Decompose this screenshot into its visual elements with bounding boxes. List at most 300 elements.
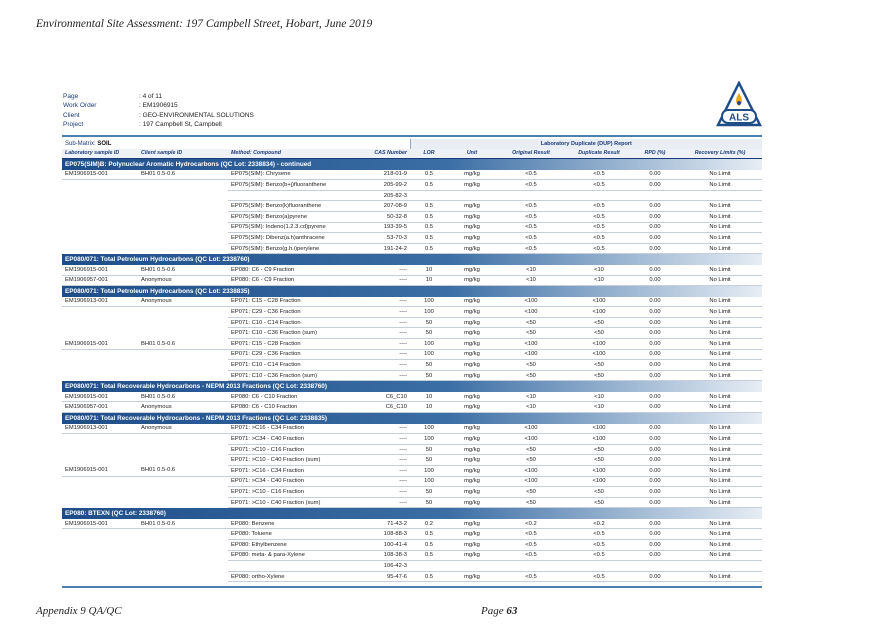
submatrix-value: SOIL xyxy=(97,140,112,147)
cell-unit: mg/kg xyxy=(448,317,496,328)
cell-rpd: 0.00 xyxy=(632,434,678,445)
cell-duplicate-result xyxy=(566,561,632,572)
table-row xyxy=(62,275,762,286)
cell-duplicate-result: <100 xyxy=(566,476,632,487)
section-title: EP075(SIM)B: Polynuclear Aromatic Hydrocarbons (QC Lot: 2338834) - continued xyxy=(62,159,762,170)
cell-rpd: 0.00 xyxy=(632,222,678,233)
cell-client-sample-id xyxy=(138,222,228,233)
cell-rpd: 0.00 xyxy=(632,233,678,244)
table-row xyxy=(62,497,762,508)
cell-client-sample-id xyxy=(138,540,228,551)
table-row xyxy=(62,487,762,498)
cell-rpd: 0.00 xyxy=(632,317,678,328)
cell-duplicate-result: <0.2 xyxy=(566,519,632,529)
cell-lab-sample-id xyxy=(62,212,138,223)
cell-unit: mg/kg xyxy=(448,275,496,286)
cell-cas-number: ---- xyxy=(340,317,410,328)
cell-lor xyxy=(410,190,448,201)
cell-recovery-limit: No Limit xyxy=(678,476,762,487)
cell-recovery-limit: No Limit xyxy=(678,455,762,466)
cell-rpd: 0.00 xyxy=(632,465,678,476)
cell-duplicate-result: <0.5 xyxy=(566,222,632,233)
cell-cas-number: 50-32-8 xyxy=(340,212,410,223)
cell-duplicate-result xyxy=(566,190,632,201)
cell-unit: mg/kg xyxy=(448,444,496,455)
cell-recovery-limit: No Limit xyxy=(678,370,762,381)
column-header-row xyxy=(62,149,762,159)
cell-client-sample-id xyxy=(138,487,228,498)
info-row-client xyxy=(63,111,254,120)
cell-lor: 10 xyxy=(410,275,448,286)
cell-lab-sample-id xyxy=(62,561,138,572)
cell-cas-number: C6_C10 xyxy=(340,402,410,413)
cell-lab-sample-id: EM1906957-001 xyxy=(62,402,138,413)
cell-rpd: 0.00 xyxy=(632,370,678,381)
cell-rpd: 0.00 xyxy=(632,170,678,180)
cell-recovery-limit: No Limit xyxy=(678,540,762,551)
cell-lor: 0.5 xyxy=(410,243,448,254)
cell-rpd: 0.00 xyxy=(632,571,678,582)
cell-cas-number: ---- xyxy=(340,455,410,466)
cell-unit: mg/kg xyxy=(448,212,496,223)
cell-client-sample-id xyxy=(138,328,228,339)
cell-cas-number: ---- xyxy=(340,339,410,350)
info-value: : 4 of 11 xyxy=(139,93,163,100)
cell-rpd: 0.00 xyxy=(632,265,678,275)
section-title: EP080/071: Total Recoverable Hydrocarbons - NEPM 2013 Fractions (QC Lot: 2338835) xyxy=(62,413,762,424)
cell-lab-sample-id xyxy=(62,317,138,328)
cell-lor: 100 xyxy=(410,465,448,476)
cell-recovery-limit: No Limit xyxy=(678,434,762,445)
cell-compound: EP071: C10 - C14 Fraction xyxy=(228,360,340,371)
table-row xyxy=(62,476,762,487)
table-row xyxy=(62,402,762,413)
table-row xyxy=(62,434,762,445)
cell-recovery-limit: No Limit xyxy=(678,424,762,434)
table-row xyxy=(62,370,762,381)
table-row xyxy=(62,201,762,212)
cell-compound xyxy=(228,561,340,572)
cell-duplicate-result: <10 xyxy=(566,275,632,286)
col-header-rpd: RPD (%) xyxy=(632,149,678,159)
section-header-row xyxy=(62,413,762,424)
cell-cas-number: 193-39-5 xyxy=(340,222,410,233)
cell-compound: EP071: >C10 - C40 Fraction (sum) xyxy=(228,497,340,508)
cell-original-result: <0.5 xyxy=(496,571,566,582)
cell-unit: mg/kg xyxy=(448,349,496,360)
cell-compound: EP075(SIM): Benzo(b+j)fluoranthene xyxy=(228,180,340,191)
cell-lab-sample-id xyxy=(62,349,138,360)
cell-recovery-limit: No Limit xyxy=(678,392,762,402)
cell-client-sample-id xyxy=(138,497,228,508)
cell-cas-number: 205-82-3 xyxy=(340,190,410,201)
table-row xyxy=(62,529,762,540)
cell-recovery-limit: No Limit xyxy=(678,297,762,307)
cell-unit: mg/kg xyxy=(448,476,496,487)
cell-original-result: <0.5 xyxy=(496,180,566,191)
section-header-row xyxy=(62,381,762,392)
cell-recovery-limit xyxy=(678,190,762,201)
col-header-client-sample-id: Client sample ID xyxy=(138,149,228,159)
cell-lab-sample-id xyxy=(62,444,138,455)
table-row xyxy=(62,349,762,360)
cell-original-result: <50 xyxy=(496,444,566,455)
cell-unit: mg/kg xyxy=(448,571,496,582)
cell-lab-sample-id xyxy=(62,540,138,551)
info-value: : GEO-ENVIRONMENTAL SOLUTIONS xyxy=(139,111,254,119)
cell-cas-number: ---- xyxy=(340,434,410,445)
table-row xyxy=(62,360,762,371)
cell-client-sample-id xyxy=(138,349,228,360)
info-value: : EM1906915 xyxy=(139,102,178,110)
cell-lab-sample-id xyxy=(62,550,138,561)
cell-original-result: <0.5 xyxy=(496,540,566,551)
cell-cas-number: 205-99-2 xyxy=(340,180,410,191)
cell-lor: 0.5 xyxy=(410,529,448,540)
als-logo xyxy=(716,81,762,131)
cell-recovery-limit: No Limit xyxy=(678,265,762,275)
cell-cas-number: ---- xyxy=(340,349,410,360)
cell-compound: EP080: C6 - C10 Fraction xyxy=(228,392,340,402)
cell-original-result: <10 xyxy=(496,402,566,413)
cell-recovery-limit: No Limit xyxy=(678,212,762,223)
cell-lab-sample-id: EM1906915-001 xyxy=(62,170,138,180)
cell-rpd: 0.00 xyxy=(632,349,678,360)
cell-lor: 0.5 xyxy=(410,170,448,180)
cell-rpd: 0.00 xyxy=(632,392,678,402)
cell-unit: mg/kg xyxy=(448,297,496,307)
col-header-unit: Unit xyxy=(448,149,496,159)
cell-lor: 0.5 xyxy=(410,233,448,244)
cell-lab-sample-id xyxy=(62,455,138,466)
table-row xyxy=(62,444,762,455)
cell-cas-number: ---- xyxy=(340,328,410,339)
cell-cas-number: 207-08-9 xyxy=(340,201,410,212)
cell-original-result xyxy=(496,190,566,201)
cell-recovery-limit: No Limit xyxy=(678,550,762,561)
cell-unit: mg/kg xyxy=(448,233,496,244)
cell-client-sample-id: BH01 0.5-0.6 xyxy=(138,392,228,402)
cell-original-result: <0.5 xyxy=(496,243,566,254)
cell-compound: EP071: C15 - C28 Fraction xyxy=(228,339,340,350)
cell-rpd xyxy=(632,561,678,572)
cell-client-sample-id: BH01 0.5-0.6 xyxy=(138,465,228,476)
cell-cas-number: ---- xyxy=(340,297,410,307)
cell-compound: EP071: C10 - C36 Fraction (sum) xyxy=(228,370,340,381)
cell-unit: mg/kg xyxy=(448,529,496,540)
logo-text: ALS xyxy=(729,112,749,124)
cell-duplicate-result: <100 xyxy=(566,307,632,318)
cell-cas-number: 100-41-4 xyxy=(340,540,410,551)
cell-unit: mg/kg xyxy=(448,339,496,350)
cell-compound: EP071: >C16 - C34 Fraction xyxy=(228,424,340,434)
section-title: EP080: BTEXN (QC Lot: 2338760) xyxy=(62,508,762,519)
cell-recovery-limit: No Limit xyxy=(678,571,762,582)
cell-unit: mg/kg xyxy=(448,519,496,529)
col-header-lor: LOR xyxy=(410,149,448,159)
cell-duplicate-result: <0.5 xyxy=(566,201,632,212)
cell-cas-number: ---- xyxy=(340,465,410,476)
cell-client-sample-id xyxy=(138,190,228,201)
table-row xyxy=(62,455,762,466)
cell-duplicate-result: <50 xyxy=(566,370,632,381)
cell-lor: 0.5 xyxy=(410,550,448,561)
table-row xyxy=(62,170,762,180)
report-body xyxy=(62,159,762,582)
table-row xyxy=(62,317,762,328)
cell-recovery-limit: No Limit xyxy=(678,307,762,318)
cell-client-sample-id: BH01 0.5-0.6 xyxy=(138,339,228,350)
cell-client-sample-id xyxy=(138,561,228,572)
cell-duplicate-result: <10 xyxy=(566,402,632,413)
cell-compound: EP080: Ethylbenzene xyxy=(228,540,340,551)
cell-unit: mg/kg xyxy=(448,487,496,498)
cell-rpd: 0.00 xyxy=(632,550,678,561)
cell-lor: 0.5 xyxy=(410,571,448,582)
cell-unit: mg/kg xyxy=(448,465,496,476)
cell-lor: 0.5 xyxy=(410,180,448,191)
cell-duplicate-result: <100 xyxy=(566,339,632,350)
cell-original-result: <50 xyxy=(496,317,566,328)
cell-lor: 100 xyxy=(410,349,448,360)
cell-lab-sample-id: EM1906915-001 xyxy=(62,465,138,476)
section-title: EP080/071: Total Recoverable Hydrocarbons - NEPM 2013 Fractions (QC Lot: 2338760) xyxy=(62,381,762,392)
col-header-method-compound: Method: Compound xyxy=(228,149,340,159)
cell-original-result: <10 xyxy=(496,275,566,286)
cell-cas-number: ---- xyxy=(340,487,410,498)
cell-lab-sample-id: EM1906913-001 xyxy=(62,424,138,434)
cell-unit: mg/kg xyxy=(448,307,496,318)
cell-unit: mg/kg xyxy=(448,170,496,180)
cell-client-sample-id xyxy=(138,243,228,254)
cell-client-sample-id xyxy=(138,370,228,381)
cell-compound: EP080: C6 - C10 Fraction xyxy=(228,402,340,413)
cell-compound: EP080: Benzene xyxy=(228,519,340,529)
table-row xyxy=(62,233,762,244)
cell-lab-sample-id: EM1906957-001 xyxy=(62,275,138,286)
cell-client-sample-id: Anonymous xyxy=(138,297,228,307)
report-info-block xyxy=(63,92,254,130)
cell-cas-number: 106-42-3 xyxy=(340,561,410,572)
cell-cas-number: 108-38-3 xyxy=(340,550,410,561)
cell-original-result: <50 xyxy=(496,360,566,371)
cell-client-sample-id: Anonymous xyxy=(138,424,228,434)
cell-duplicate-result: <50 xyxy=(566,487,632,498)
cell-client-sample-id xyxy=(138,212,228,223)
cell-original-result: <50 xyxy=(496,497,566,508)
cell-duplicate-result: <0.5 xyxy=(566,170,632,180)
cell-lab-sample-id xyxy=(62,370,138,381)
cell-original-result: <0.5 xyxy=(496,233,566,244)
table-row xyxy=(62,540,762,551)
cell-compound: EP080: C6 - C9 Fraction xyxy=(228,265,340,275)
table-row xyxy=(62,307,762,318)
cell-recovery-limit: No Limit xyxy=(678,402,762,413)
cell-rpd: 0.00 xyxy=(632,497,678,508)
cell-client-sample-id xyxy=(138,476,228,487)
cell-original-result: <0.5 xyxy=(496,201,566,212)
col-header-duplicate-result: Duplicate Result xyxy=(566,149,632,159)
cell-cas-number: ---- xyxy=(340,424,410,434)
submatrix-label: Sub-Matrix: xyxy=(65,140,96,147)
cell-lor: 50 xyxy=(410,370,448,381)
cell-lor: 0.5 xyxy=(410,212,448,223)
table-row xyxy=(62,243,762,254)
cell-rpd: 0.00 xyxy=(632,339,678,350)
cell-rpd: 0.00 xyxy=(632,328,678,339)
cell-cas-number: ---- xyxy=(340,360,410,371)
footer-page-label: Page xyxy=(481,605,504,617)
cell-compound: EP075(SIM): Benzo(k)fluoranthene xyxy=(228,201,340,212)
cell-lor: 100 xyxy=(410,424,448,434)
cell-rpd: 0.00 xyxy=(632,212,678,223)
cell-original-result xyxy=(496,561,566,572)
table-row xyxy=(62,265,762,275)
table-row xyxy=(62,561,762,572)
cell-recovery-limit: No Limit xyxy=(678,349,762,360)
footer-page xyxy=(481,605,517,617)
col-header-original-result: Original Result xyxy=(496,149,566,159)
cell-lab-sample-id: EM1906915-001 xyxy=(62,392,138,402)
cell-original-result: <100 xyxy=(496,297,566,307)
cell-client-sample-id xyxy=(138,233,228,244)
cell-lor: 0.5 xyxy=(410,540,448,551)
cell-lab-sample-id xyxy=(62,190,138,201)
cell-compound: EP071: C10 - C36 Fraction (sum) xyxy=(228,328,340,339)
cell-lab-sample-id: EM1906915-001 xyxy=(62,339,138,350)
cell-client-sample-id: Anonymous xyxy=(138,402,228,413)
cell-lab-sample-id xyxy=(62,180,138,191)
cell-recovery-limit: No Limit xyxy=(678,243,762,254)
cell-compound: EP071: C29 - C36 Fraction xyxy=(228,307,340,318)
cell-rpd: 0.00 xyxy=(632,243,678,254)
cell-recovery-limit: No Limit xyxy=(678,339,762,350)
cell-lor: 50 xyxy=(410,317,448,328)
cell-lab-sample-id xyxy=(62,307,138,318)
cell-compound: EP071: >C34 - C40 Fraction xyxy=(228,434,340,445)
cell-rpd: 0.00 xyxy=(632,540,678,551)
cell-compound xyxy=(228,190,340,201)
cell-duplicate-result: <50 xyxy=(566,317,632,328)
cell-compound: EP075(SIM): Benzo(a)pyrene xyxy=(228,212,340,223)
info-row-page xyxy=(63,92,254,101)
cell-lor: 10 xyxy=(410,402,448,413)
cell-recovery-limit: No Limit xyxy=(678,519,762,529)
cell-rpd: 0.00 xyxy=(632,360,678,371)
info-label: Project xyxy=(63,121,84,129)
cell-client-sample-id xyxy=(138,529,228,540)
cell-client-sample-id xyxy=(138,455,228,466)
col-header-cas-number: CAS Number xyxy=(340,149,410,159)
cell-unit: mg/kg xyxy=(448,402,496,413)
cell-duplicate-result: <100 xyxy=(566,465,632,476)
cell-unit: mg/kg xyxy=(448,497,496,508)
cell-rpd: 0.00 xyxy=(632,519,678,529)
cell-unit: mg/kg xyxy=(448,370,496,381)
cell-unit: mg/kg xyxy=(448,550,496,561)
cell-unit: mg/kg xyxy=(448,180,496,191)
cell-compound: EP075(SIM): Chrysene xyxy=(228,170,340,180)
cell-cas-number: 108-88-3 xyxy=(340,529,410,540)
cell-rpd: 0.00 xyxy=(632,180,678,191)
cell-compound: EP080: Toluene xyxy=(228,529,340,540)
section-header-row xyxy=(62,159,762,170)
cell-duplicate-result: <100 xyxy=(566,424,632,434)
cell-recovery-limit: No Limit xyxy=(678,497,762,508)
cell-compound: EP071: >C10 - C40 Fraction (sum) xyxy=(228,455,340,466)
cell-rpd: 0.00 xyxy=(632,476,678,487)
cell-unit: mg/kg xyxy=(448,424,496,434)
cell-client-sample-id: BH01 0.5-0.6 xyxy=(138,519,228,529)
cell-duplicate-result: <0.5 xyxy=(566,243,632,254)
cell-lab-sample-id xyxy=(62,222,138,233)
cell-lab-sample-id xyxy=(62,529,138,540)
cell-cas-number: ---- xyxy=(340,497,410,508)
section-header-row xyxy=(62,508,762,519)
cell-cas-number: 218-01-9 xyxy=(340,170,410,180)
cell-rpd xyxy=(632,190,678,201)
info-row-work-order xyxy=(63,101,254,110)
cell-original-result: <100 xyxy=(496,307,566,318)
cell-duplicate-result: <50 xyxy=(566,444,632,455)
cell-lab-sample-id xyxy=(62,201,138,212)
cell-compound: EP071: >C34 - C40 Fraction xyxy=(228,476,340,487)
cell-recovery-limit: No Limit xyxy=(678,328,762,339)
cell-original-result: <50 xyxy=(496,487,566,498)
cell-client-sample-id xyxy=(138,317,228,328)
cell-original-result: <0.5 xyxy=(496,550,566,561)
cell-compound: EP071: C15 - C28 Fraction xyxy=(228,297,340,307)
cell-compound: EP071: >C16 - C34 Fraction xyxy=(228,465,340,476)
cell-compound: EP080: ortho-Xylene xyxy=(228,571,340,582)
page-header-title: Environmental Site Assessment: 197 Campbell Street, Hobart, June 2019 xyxy=(36,18,373,30)
table-row xyxy=(62,550,762,561)
info-label: Page xyxy=(63,93,79,100)
cell-duplicate-result: <0.5 xyxy=(566,550,632,561)
cell-original-result: <100 xyxy=(496,349,566,360)
cell-lab-sample-id xyxy=(62,328,138,339)
cell-lab-sample-id xyxy=(62,487,138,498)
table-row xyxy=(62,222,762,233)
cell-compound: EP075(SIM): Benzo(g.h.i)perylene xyxy=(228,243,340,254)
top-rule xyxy=(62,135,762,137)
cell-unit: mg/kg xyxy=(448,455,496,466)
cell-client-sample-id xyxy=(138,571,228,582)
cell-lor: 0.5 xyxy=(410,201,448,212)
cell-rpd: 0.00 xyxy=(632,529,678,540)
table-row xyxy=(62,180,762,191)
table-row xyxy=(62,465,762,476)
cell-lab-sample-id xyxy=(62,434,138,445)
cell-original-result: <50 xyxy=(496,370,566,381)
table-row xyxy=(62,212,762,223)
cell-lab-sample-id: EM1906915-001 xyxy=(62,265,138,275)
cell-lor: 50 xyxy=(410,497,448,508)
cell-duplicate-result: <0.5 xyxy=(566,540,632,551)
cell-rpd: 0.00 xyxy=(632,275,678,286)
cell-lor: 100 xyxy=(410,476,448,487)
cell-recovery-limit xyxy=(678,561,762,572)
cell-unit: mg/kg xyxy=(448,201,496,212)
cell-original-result: <10 xyxy=(496,392,566,402)
cell-unit xyxy=(448,190,496,201)
cell-cas-number: C6_C10 xyxy=(340,392,410,402)
cell-unit: mg/kg xyxy=(448,222,496,233)
cell-compound: EP075(SIM): Indeno(1.2.3.cd)pyrene xyxy=(228,222,340,233)
cell-unit: mg/kg xyxy=(448,243,496,254)
cell-unit: mg/kg xyxy=(448,392,496,402)
cell-unit: mg/kg xyxy=(448,540,496,551)
